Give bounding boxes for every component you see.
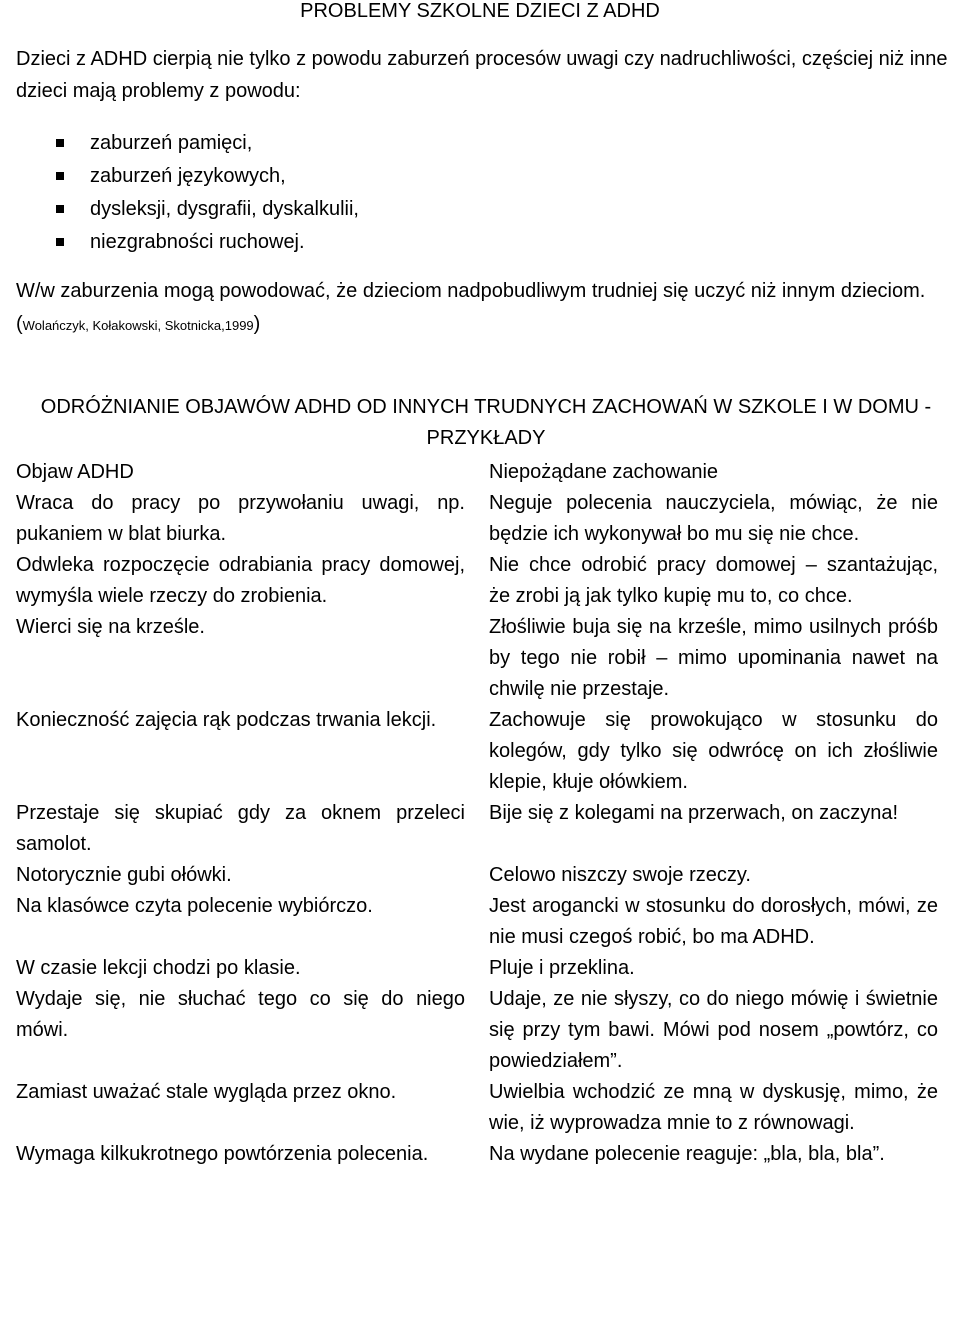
symptom-cell: Wierci się na krześle.	[16, 616, 205, 638]
intro-paragraph: Dzieci z ADHD cierpią nie tylko z powodu zaburzeń procesów uwagi czy nadruchliwości, częściej niż inne dzieci mają problemy z powodu:	[16, 48, 948, 102]
symptom-cell: Wymaga kilkukrotnego powtórzenia polecenia.	[16, 1143, 429, 1165]
square-bullet-icon	[56, 205, 64, 213]
symptom-cell: Konieczność zajęcia rąk podczas trwania lekcji.	[16, 709, 437, 731]
behavior-cell: Na wydane polecenie reaguje: „bla, bla, bla”.	[489, 1143, 885, 1165]
list-item-text: dysleksji, dysgrafii, dyskalkulii,	[90, 198, 359, 220]
table-row	[16, 1139, 938, 1170]
list-item	[54, 160, 359, 193]
citation: Wolańczyk, Kołakowski, Skotnicka,1999	[22, 318, 254, 333]
header-symptom: Objaw ADHD	[16, 461, 134, 483]
consequence-paragraph	[16, 275, 960, 342]
symptom-cell: Wydaje się, nie słuchać tego co się do niego mówi.	[16, 988, 465, 1041]
list-item-text: zaburzeń językowych,	[90, 165, 286, 187]
symptom-cell: W czasie lekcji chodzi po klasie.	[16, 957, 301, 979]
document-title: PROBLEMY SZKOLNE DZIECI Z ADHD	[300, 0, 660, 22]
behavior-cell: Pluje i przeklina.	[489, 957, 635, 979]
square-bullet-icon	[56, 139, 64, 147]
symptom-cell: Wraca do pracy po przywołaniu uwagi, np. pukaniem w blat biurka.	[16, 492, 465, 545]
list-item	[54, 193, 359, 226]
section-heading: ODRÓŻNIANIE OBJAWÓW ADHD OD INNYCH TRUDNYCH ZACHOWAŃ W SZKOLE I W DOMU - PRZYKŁADY	[40, 396, 932, 449]
table-row	[16, 705, 938, 798]
citation-open-paren: (	[16, 313, 23, 335]
list-item	[54, 127, 359, 160]
behavior-cell: Nie chce odrobić pracy domowej – szantażując, że zrobi ją jak tylko kupię mu to, co chce.	[489, 554, 938, 607]
table-row	[16, 860, 938, 891]
table-row	[16, 488, 938, 550]
consequence-text: W/w zaburzenia mogą powodować, że dzieciom nadpobudliwym trudniej się uczyć niż innym dzieciom.	[16, 280, 926, 302]
behavior-cell: Zachowuje się prowokująco w stosunku do kolegów, gdy tylko się odwrócę on ich złośliwie klepie, kłuje ołówkiem.	[489, 709, 938, 793]
table-header-row	[16, 457, 938, 488]
behavior-cell: Uwielbia wchodzić ze mną w dyskusję, mimo, że wie, iż wyprowadza mnie to z równowagi.	[489, 1081, 938, 1134]
symptoms-table	[16, 457, 938, 1170]
behavior-cell: Neguje polecenia nauczyciela, mówiąc, że nie będzie ich wykonywał bo mu się nie chce.	[489, 492, 938, 545]
symptom-cell: Przestaje się skupiać gdy za oknem przeleci samolot.	[16, 802, 465, 855]
table-row	[16, 984, 938, 1077]
behavior-cell: Udaje, ze nie słyszy, co do niego mówię i świetnie się przy tym bawi. Mówi pod nosem „powtórz, co powiedziałem”.	[489, 988, 938, 1072]
bullet-list	[54, 127, 359, 259]
header-behavior: Niepożądane zachowanie	[489, 461, 719, 483]
square-bullet-icon	[56, 172, 64, 180]
list-item	[54, 226, 359, 259]
table-row	[16, 550, 938, 612]
behavior-cell: Bije się z kolegami na przerwach, on zaczyna!	[489, 802, 899, 824]
list-item-text: zaburzeń pamięci,	[90, 132, 253, 154]
table-row	[16, 891, 938, 953]
table-row	[16, 798, 938, 860]
square-bullet-icon	[56, 238, 64, 246]
symptom-cell: Zamiast uważać stale wygląda przez okno.	[16, 1081, 397, 1103]
behavior-cell: Złośliwie buja się na krześle, mimo usilnych próśb by tego nie robił – mimo upominania nawet na chwilę nie przestaje.	[489, 616, 938, 700]
list-item-text: niezgrabności ruchowej.	[90, 231, 305, 253]
behavior-cell: Celowo niszczy swoje rzeczy.	[489, 864, 751, 886]
symptom-cell: Odwleka rozpoczęcie odrabiania pracy domowej, wymyśla wiele rzeczy do zrobienia.	[16, 554, 465, 607]
table-row	[16, 953, 938, 984]
symptom-cell: Notorycznie gubi ołówki.	[16, 864, 232, 886]
table-row	[16, 1077, 938, 1139]
citation-close-paren: )	[253, 313, 261, 335]
symptom-cell: Na klasówce czyta polecenie wybiórczo.	[16, 895, 373, 917]
behavior-cell: Jest arogancki w stosunku do dorosłych, mówi, ze nie musi czegoś robić, bo ma ADHD.	[489, 895, 938, 948]
table-row	[16, 612, 938, 705]
